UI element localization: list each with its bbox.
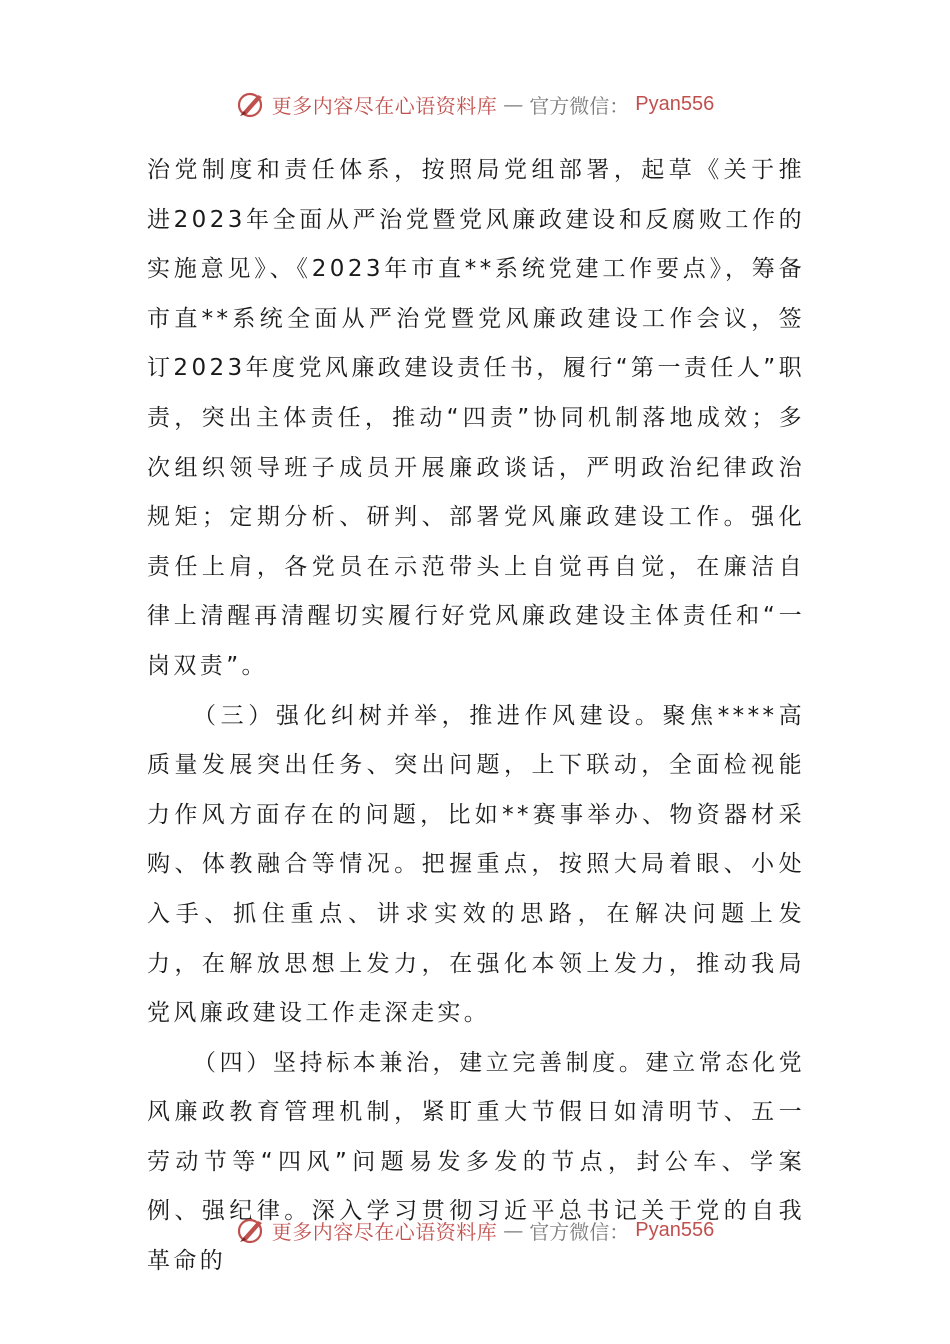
body-paragraph-continued: 治党制度和责任体系，按照局党组部署，起草《关于推进2023年全面从严治党暨党风廉政建设和反腐败工作的实施意见》、《2023年市直**系统党建工作要点》，筹备市直**系统全面从严治党暨党风廉政建设工作会议，签订2023年度党风廉政建设责任书，履行“第一责任人”职责，突出主体责任，推动“四责”协同机制落地成效；多次组织领导班子成员开展廉政谈话，严明政治纪律政治规矩；定期分析、研判、部署党风廉政建设工作。强化责任上肩，各党员在示范带头上自觉再自觉，在廉洁自律上清醒再清醒切实履行好党风廉政建设主体责任和“一岗双责”。 [147,157,805,679]
body-paragraph-section-4: （四）坚持标本兼治，建立完善制度。建立常态化党风廉政教育管理机制，紧盯重大节假日如清明节、五一劳动节等“四风”问题易发多发的节点，封公车、学案例、强纪律。深入学习贯彻习近平总书记关于党的自我革命的 [147,1049,805,1275]
watermark-contact-id: Pyan556 [635,92,715,115]
watermark-brand-text: 更多内容尽在心语资料库 [271,1219,498,1244]
watermark-contact-label: 官方微信： [529,93,630,118]
footer-watermark [0,1210,950,1250]
document-body [147,146,805,1287]
watermark-separator: — [503,92,524,116]
watermark-separator: — [503,1218,524,1242]
watermark-contact-id: Pyan556 [635,1218,715,1241]
header-watermark [0,84,950,124]
body-paragraph-section-3: （三）强化纠树并举，推进作风建设。聚焦****高质量发展突出任务、突出问题，上下联动，全面检视能力作风方面存在的问题，比如**赛事举办、物资器材采购、体教融合等情况。把握重点，按照大局着眼、小处入手、抓住重点、讲求实效的思路，在解决问题上发力，在解放思想上发力，在强化本领上发力，推动我局党风廉政建设工作走深走实。 [147,702,805,1027]
watermark-contact-label: 官方微信： [529,1219,630,1244]
watermark-brand-text: 更多内容尽在心语资料库 [271,93,498,118]
pen-logo-icon [236,1215,266,1245]
pen-logo-icon [236,89,266,119]
